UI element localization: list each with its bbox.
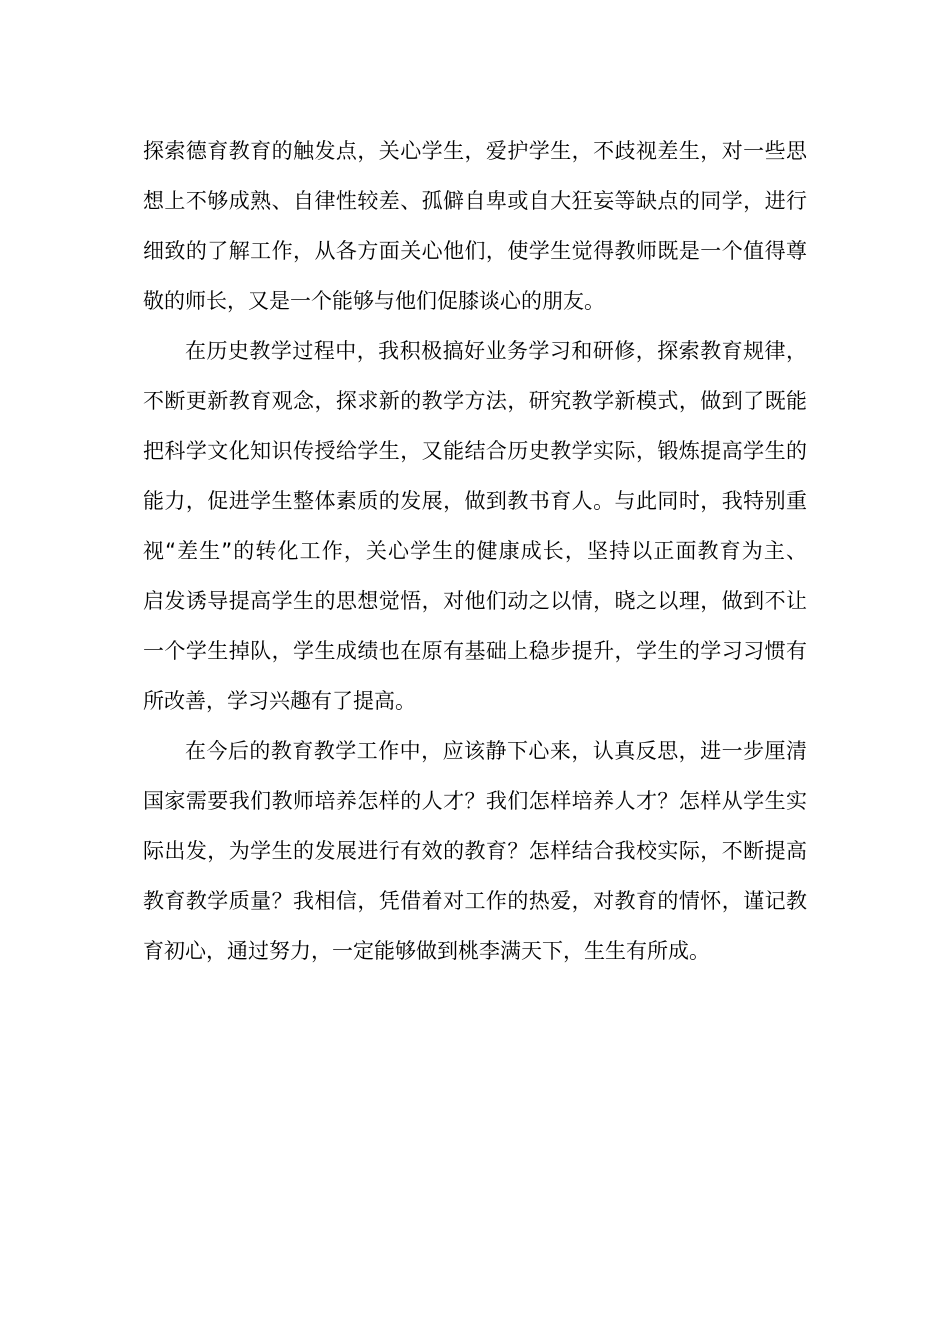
text-line: 所改善，学习兴趣有了提高。 [143, 689, 416, 713]
text-line: 把科学文化知识传授给学生，又能结合历史教学实际，锻炼提高学生的 [143, 439, 807, 463]
text-line: 在历史教学过程中，我积极搞好业务学习和研修，探索教育规律， [185, 339, 807, 363]
text-line: 一个学生掉队，学生成绩也在原有基础上稳步提升，学生的学习习惯有 [143, 639, 807, 663]
text-line: 视“差生”的转化工作，关心学生的健康成长，坚持以正面教育为主、 [143, 539, 807, 563]
text-line: 探索德育教育的触发点，关心学生，爱护学生，不歧视差生，对一些思 [143, 139, 807, 163]
paragraph-2 [143, 326, 807, 726]
text-line: 际出发，为学生的发展进行有效的教育？怎样结合我校实际，不断提高 [143, 839, 807, 863]
paragraph-1 [143, 126, 807, 326]
text-line: 国家需要我们教师培养怎样的人才？我们怎样培养人才？怎样从学生实 [143, 789, 807, 813]
text-line: 敬的师长，又是一个能够与他们促膝谈心的朋友。 [143, 289, 605, 313]
text-line: 不断更新教育观念，探求新的教学方法，研究教学新模式，做到了既能 [143, 389, 807, 413]
text-line: 在今后的教育教学工作中，应该静下心来，认真反思，进一步厘清 [185, 739, 807, 763]
text-line: 教育教学质量？我相信，凭借着对工作的热爱，对教育的情怀，谨记教 [143, 889, 807, 913]
text-line: 想上不够成熟、自律性较差、孤僻自卑或自大狂妄等缺点的同学，进行 [143, 189, 807, 213]
document-body [143, 126, 807, 976]
text-line: 细致的了解工作，从各方面关心他们，使学生觉得教师既是一个值得尊 [143, 239, 807, 263]
text-line: 能力，促进学生整体素质的发展，做到教书育人。与此同时，我特别重 [143, 489, 807, 513]
text-line: 启发诱导提高学生的思想觉悟，对他们动之以情，晓之以理，做到不让 [143, 589, 807, 613]
paragraph-3 [143, 726, 807, 976]
text-line: 育初心，通过努力，一定能够做到桃李满天下，生生有所成。 [143, 939, 710, 963]
